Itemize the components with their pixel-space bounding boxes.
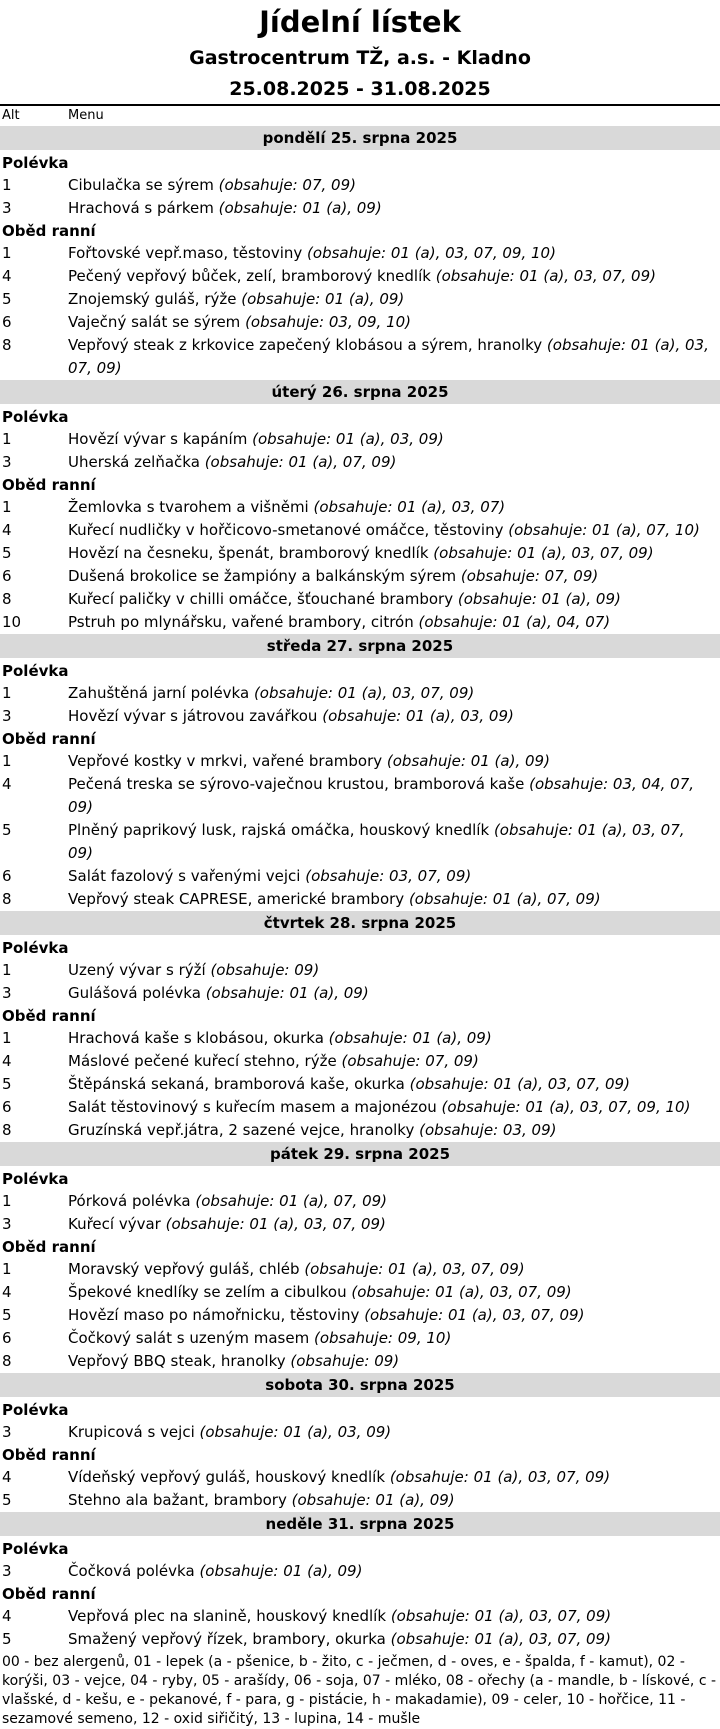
item-name: Vepřový steak CAPRESE, americké brambory [68, 890, 405, 908]
item-text [68, 1421, 720, 1444]
item-text [68, 174, 720, 197]
item-allergens: (obsahuje: 01 (a), 03, 09) [322, 707, 514, 725]
item-alt: 1 [2, 961, 12, 979]
category-label: Oběd ranní [2, 476, 96, 494]
item-alt: 5 [2, 821, 12, 839]
item-name: Hrachová kaše s klobásou, okurka [68, 1029, 324, 1047]
menu-item [0, 565, 720, 588]
item-name: Kuřecí vývar [68, 1215, 161, 1233]
item-allergens: (obsahuje: 01 (a), 07, 09) [408, 890, 601, 908]
column-alt: Alt [2, 108, 20, 123]
item-allergens: (obsahuje: 01 (a), 04, 07) [418, 613, 611, 631]
item-text [68, 334, 720, 380]
item-name: Plněný paprikový lusk, rajská omáčka, houskový knedlík [68, 821, 490, 839]
menu-item [0, 1466, 720, 1489]
category-label: Oběd ranní [2, 1007, 96, 1025]
item-alt: 8 [2, 336, 12, 354]
item-alt: 1 [2, 430, 12, 448]
item-alt: 6 [2, 567, 12, 585]
item-allergens: (obsahuje: 01 (a), 09) [241, 290, 405, 308]
item-allergens: (obsahuje: 09, 10) [313, 1329, 452, 1347]
category-label: Oběd ranní [2, 1585, 96, 1603]
item-allergens: (obsahuje: 03, 04, 07, 09) [68, 775, 695, 816]
item-allergens: (obsahuje: 01 (a), 09) [386, 752, 550, 770]
day-header: pátek 29. srpna 2025 [0, 1142, 720, 1166]
category-label: Polévka [2, 408, 69, 426]
item-name: Znojemský guláš, rýže [68, 290, 237, 308]
day-block [0, 634, 720, 911]
day-block [0, 1512, 720, 1651]
item-name: Pstruh po mlynářsku, vařené brambory, citrón [68, 613, 414, 631]
item-allergens: (obsahuje: 01 (a), 03, 07, 09) [435, 267, 656, 285]
item-name: Pečený vepřový bůček, zelí, bramborový knedlík [68, 267, 431, 285]
item-text [68, 311, 720, 334]
item-text [68, 519, 720, 542]
menu-item [0, 311, 720, 334]
item-text [68, 1350, 720, 1373]
allergen-legend: 00 - bez alergenů, 01 - lepek (a - pšenice, b - žito, c - ječmen, d - oves, e - špalda, f - kamut), 02 - korýši, 03 - vejce, 04 - ryby, 05 - arašídy, 06 - soja, 07 - mléko, 08 - ořechy (a - mandle, b - lískové, c - vlašské, d - kešu, e - pekanové, f - para, g - pistácie, h - makadamie), 09 - celer, 10 - hořčice, 11 - sezamové semeno, 12 - oxid siřičitý, 13 - lupina, 14 - mušle [2, 1654, 717, 1727]
category-label: Oběd ranní [2, 1238, 96, 1256]
item-text [68, 1560, 720, 1583]
menu-item [0, 288, 720, 311]
day-header: úterý 26. srpna 2025 [0, 380, 720, 404]
menu-item [0, 242, 720, 265]
item-allergens: (obsahuje: 07, 09) [460, 567, 599, 585]
item-allergens: (obsahuje: 01 (a), 07, 09) [204, 453, 397, 471]
item-name: Uzený vývar s rýží [68, 961, 206, 979]
item-text [68, 1190, 720, 1213]
item-allergens: (obsahuje: 01 (a), 03, 07, 09) [409, 1075, 630, 1093]
menu-item [0, 1213, 720, 1236]
item-name: Salát fazolový s vařenými vejci [68, 867, 301, 885]
item-name: Smažený vepřový řízek, brambory, okurka [68, 1630, 386, 1648]
menu-item [0, 588, 720, 611]
menu-item [0, 1304, 720, 1327]
item-name: Gruzínská vepř.játra, 2 sazené vejce, hranolky [68, 1121, 415, 1139]
item-allergens: (obsahuje: 01 (a), 03, 07) [313, 498, 506, 516]
item-alt: 3 [2, 1562, 12, 1580]
item-text [68, 1027, 720, 1050]
menu-item [0, 451, 720, 474]
menu-item [0, 1560, 720, 1583]
item-alt: 1 [2, 1192, 12, 1210]
menu-item [0, 174, 720, 197]
item-name: Vepřová plec na slanině, houskový knedlík [68, 1607, 387, 1625]
menu-item [0, 1096, 720, 1119]
item-text [68, 1073, 720, 1096]
item-alt: 5 [2, 1306, 12, 1324]
item-text [68, 1327, 720, 1350]
item-alt: 1 [2, 1260, 12, 1278]
item-name: Uherská zelňačka [68, 453, 200, 471]
item-text [68, 197, 720, 220]
item-allergens: (obsahuje: 01 (a), 03, 07, 09) [389, 1468, 611, 1486]
date-range: 25.08.2025 - 31.08.2025 [229, 78, 491, 100]
item-name: Kuřecí paličky v chilli omáčce, šťouchané brambory [68, 590, 454, 608]
item-allergens: (obsahuje: 01 (a), 03, 09) [252, 430, 444, 448]
item-name: Hovězí maso po námořnicku, těstoviny [68, 1306, 360, 1324]
item-alt: 1 [2, 1029, 12, 1047]
menu-item [0, 1327, 720, 1350]
category-label: Polévka [2, 662, 69, 680]
item-name: Vepřový steak z krkovice zapečený klobásou a sýrem, hranolky [68, 336, 543, 354]
item-alt: 3 [2, 453, 12, 471]
category-label: Polévka [2, 939, 69, 957]
item-alt: 3 [2, 1215, 12, 1233]
item-text [68, 888, 720, 911]
item-text [68, 773, 720, 819]
item-name: Fořtovské vepř.maso, těstoviny [68, 244, 303, 262]
item-alt: 8 [2, 890, 12, 908]
item-alt: 8 [2, 1121, 12, 1139]
day-block [0, 911, 720, 1142]
category-label: Polévka [2, 154, 69, 172]
item-name: Kuřecí nudličky v hořčicovo-smetanové omáčce, těstoviny [68, 521, 504, 539]
menu-item [0, 1350, 720, 1373]
menu-item [0, 197, 720, 220]
menu-item [0, 1119, 720, 1142]
item-alt: 1 [2, 752, 12, 770]
item-alt: 3 [2, 707, 12, 725]
item-text [68, 1119, 720, 1142]
item-allergens: (obsahuje: 01 (a), 03, 07, 09) [364, 1306, 585, 1324]
item-name: Vídeňský vepřový guláš, houskový knedlík [68, 1468, 386, 1486]
column-header [0, 104, 720, 126]
item-name: Stehno ala bažant, brambory [68, 1491, 287, 1509]
item-allergens: (obsahuje: 01 (a), 03, 07, 09) [165, 1215, 386, 1233]
item-allergens: (obsahuje: 01 (a), 03, 07, 09) [433, 544, 654, 562]
menu-item [0, 819, 720, 865]
item-text [68, 428, 720, 451]
item-alt: 3 [2, 984, 12, 1002]
item-text [68, 242, 720, 265]
item-allergens: (obsahuje: 01 (a), 07, 09) [195, 1192, 388, 1210]
column-menu: Menu [68, 108, 104, 123]
menu-item [0, 1190, 720, 1213]
menu-item [0, 1027, 720, 1050]
item-text [68, 496, 720, 519]
item-allergens: (obsahuje: 01 (a), 03, 07, 09) [68, 336, 709, 377]
item-text [68, 1605, 720, 1628]
item-text [68, 1489, 720, 1512]
item-text [68, 1096, 720, 1119]
item-alt: 1 [2, 684, 12, 702]
item-allergens: (obsahuje: 01 (a), 03, 07, 09) [304, 1260, 525, 1278]
item-allergens: (obsahuje: 07, 09) [218, 176, 356, 194]
item-alt: 4 [2, 521, 12, 539]
item-allergens: (obsahuje: 09) [290, 1352, 400, 1370]
category-label: Oběd ranní [2, 1446, 96, 1464]
menu-item [0, 611, 720, 634]
day-block [0, 380, 720, 634]
header [0, 0, 720, 104]
item-name: Pečená treska se sýrovo-vaječnou krustou, bramborová kaše [68, 775, 525, 793]
day-header: sobota 30. srpna 2025 [0, 1373, 720, 1397]
item-name: Cibulačka se sýrem [68, 176, 214, 194]
menu-item [0, 1489, 720, 1512]
item-alt: 3 [2, 1423, 12, 1441]
item-name: Salát těstovinový s kuřecím masem a majonézou [68, 1098, 437, 1116]
item-text [68, 865, 720, 888]
item-text [68, 1304, 720, 1327]
item-alt: 5 [2, 1075, 12, 1093]
item-alt: 10 [2, 613, 22, 631]
day-header: neděle 31. srpna 2025 [0, 1512, 720, 1536]
item-text [68, 611, 720, 634]
item-text [68, 682, 720, 705]
item-alt: 5 [2, 1630, 12, 1648]
item-name: Čočkový salát s uzeným masem [68, 1329, 310, 1347]
days-list [0, 126, 720, 1651]
item-alt: 6 [2, 313, 12, 331]
menu-item [0, 519, 720, 542]
item-alt: 1 [2, 176, 12, 194]
item-name: Gulášová polévka [68, 984, 201, 1002]
item-name: Hovězí vývar s játrovou zavářkou [68, 707, 318, 725]
category-label: Polévka [2, 1401, 69, 1419]
menu-item [0, 1421, 720, 1444]
menu-item [0, 682, 720, 705]
item-name: Máslové pečené kuřecí stehno, rýže [68, 1052, 337, 1070]
menu-item [0, 773, 720, 819]
item-alt: 1 [2, 498, 12, 516]
menu-item [0, 1050, 720, 1073]
item-text [68, 959, 720, 982]
item-alt: 4 [2, 1607, 12, 1625]
item-allergens: (obsahuje: 01 (a), 09) [205, 984, 369, 1002]
item-alt: 8 [2, 590, 12, 608]
item-text [68, 982, 720, 1005]
menu-item [0, 705, 720, 728]
item-text [68, 565, 720, 588]
menu-item [0, 265, 720, 288]
menu-item [0, 542, 720, 565]
menu-item [0, 496, 720, 519]
item-allergens: (obsahuje: 01 (a), 03, 07, 09) [390, 1630, 611, 1648]
item-allergens: (obsahuje: 01 (a), 03, 07, 09) [68, 821, 685, 862]
menu-item [0, 750, 720, 773]
menu-item [0, 1281, 720, 1304]
item-text [68, 542, 720, 565]
item-name: Štěpánská sekaná, bramborová kaše, okurka [68, 1075, 405, 1093]
day-header: čtvrtek 28. srpna 2025 [0, 911, 720, 935]
item-name: Dušená brokolice se žampióny a balkánským sýrem [68, 567, 457, 585]
menu-item [0, 888, 720, 911]
item-alt: 6 [2, 867, 12, 885]
menu-item [0, 1073, 720, 1096]
item-alt: 4 [2, 1052, 12, 1070]
item-text [68, 451, 720, 474]
item-text [68, 288, 720, 311]
item-allergens: (obsahuje: 01 (a), 03, 07, 09, 10) [441, 1098, 691, 1116]
item-text [68, 1628, 720, 1651]
menu-item [0, 1628, 720, 1651]
day-header: pondělí 25. srpna 2025 [0, 126, 720, 150]
day-block [0, 126, 720, 380]
item-alt: 8 [2, 1352, 12, 1370]
menu-item [0, 959, 720, 982]
page-title: Jídelní lístek [259, 5, 461, 39]
item-allergens: (obsahuje: 01 (a), 03, 07, 09, 10) [307, 244, 556, 262]
day-header: středa 27. srpna 2025 [0, 634, 720, 658]
item-text [68, 819, 720, 865]
item-allergens: (obsahuje: 09) [210, 961, 320, 979]
item-alt: 5 [2, 1491, 12, 1509]
item-allergens: (obsahuje: 03, 09) [419, 1121, 557, 1139]
day-block [0, 1142, 720, 1373]
item-text [68, 705, 720, 728]
item-text [68, 1213, 720, 1236]
item-name: Čočková polévka [68, 1562, 195, 1580]
item-alt: 3 [2, 199, 12, 217]
item-name: Žemlovka s tvarohem a višněmi [68, 498, 309, 516]
item-text [68, 1258, 720, 1281]
item-name: Hovězí na česneku, špenát, bramborový knedlík [68, 544, 429, 562]
item-allergens: (obsahuje: 01 (a), 07, 10) [508, 521, 700, 539]
item-name: Špekové knedlíky se zelím a cibulkou [68, 1283, 347, 1301]
item-allergens: (obsahuje: 01 (a), 09) [199, 1562, 363, 1580]
item-allergens: (obsahuje: 01 (a), 09) [218, 199, 382, 217]
category-label: Oběd ranní [2, 222, 96, 240]
item-text [68, 750, 720, 773]
item-allergens: (obsahuje: 01 (a), 03, 09) [199, 1423, 392, 1441]
item-alt: 4 [2, 267, 12, 285]
restaurant-name: Gastrocentrum TŽ, a.s. - Kladno [189, 47, 531, 69]
item-name: Hrachová s párkem [68, 199, 214, 217]
item-text [68, 588, 720, 611]
item-name: Zahuštěná jarní polévka [68, 684, 250, 702]
menu-item [0, 982, 720, 1005]
item-alt: 4 [2, 1283, 12, 1301]
item-allergens: (obsahuje: 03, 07, 09) [305, 867, 472, 885]
menu-item [0, 1258, 720, 1281]
item-alt: 4 [2, 775, 12, 793]
item-allergens: (obsahuje: 03, 09, 10) [245, 313, 412, 331]
item-alt: 5 [2, 544, 12, 562]
item-allergens: (obsahuje: 07, 09) [341, 1052, 479, 1070]
item-alt: 6 [2, 1098, 12, 1116]
item-name: Vaječný salát se sýrem [68, 313, 241, 331]
day-block [0, 1373, 720, 1512]
item-name: Moravský vepřový guláš, chléb [68, 1260, 300, 1278]
item-allergens: (obsahuje: 01 (a), 03, 07, 09) [390, 1607, 612, 1625]
item-alt: 4 [2, 1468, 12, 1486]
item-text [68, 1466, 720, 1489]
category-label: Polévka [2, 1540, 69, 1558]
item-alt: 5 [2, 290, 12, 308]
item-name: Hovězí vývar s kapáním [68, 430, 248, 448]
item-name: Vepřový BBQ steak, hranolky [68, 1352, 286, 1370]
item-text [68, 1281, 720, 1304]
item-allergens: (obsahuje: 01 (a), 03, 07, 09) [253, 684, 475, 702]
menu-item [0, 1605, 720, 1628]
item-allergens: (obsahuje: 01 (a), 09) [328, 1029, 492, 1047]
item-name: Pórková polévka [68, 1192, 191, 1210]
menu-item [0, 428, 720, 451]
item-name: Vepřové kostky v mrkvi, vařené brambory [68, 752, 383, 770]
item-alt: 1 [2, 244, 12, 262]
item-text [68, 1050, 720, 1073]
item-allergens: (obsahuje: 01 (a), 09) [457, 590, 621, 608]
menu-item [0, 865, 720, 888]
menu-item [0, 334, 720, 380]
item-allergens: (obsahuje: 01 (a), 03, 07, 09) [351, 1283, 572, 1301]
category-label: Oběd ranní [2, 730, 96, 748]
item-alt: 6 [2, 1329, 12, 1347]
item-text [68, 265, 720, 288]
item-name: Krupicová s vejci [68, 1423, 195, 1441]
item-allergens: (obsahuje: 01 (a), 09) [291, 1491, 455, 1509]
category-label: Polévka [2, 1170, 69, 1188]
